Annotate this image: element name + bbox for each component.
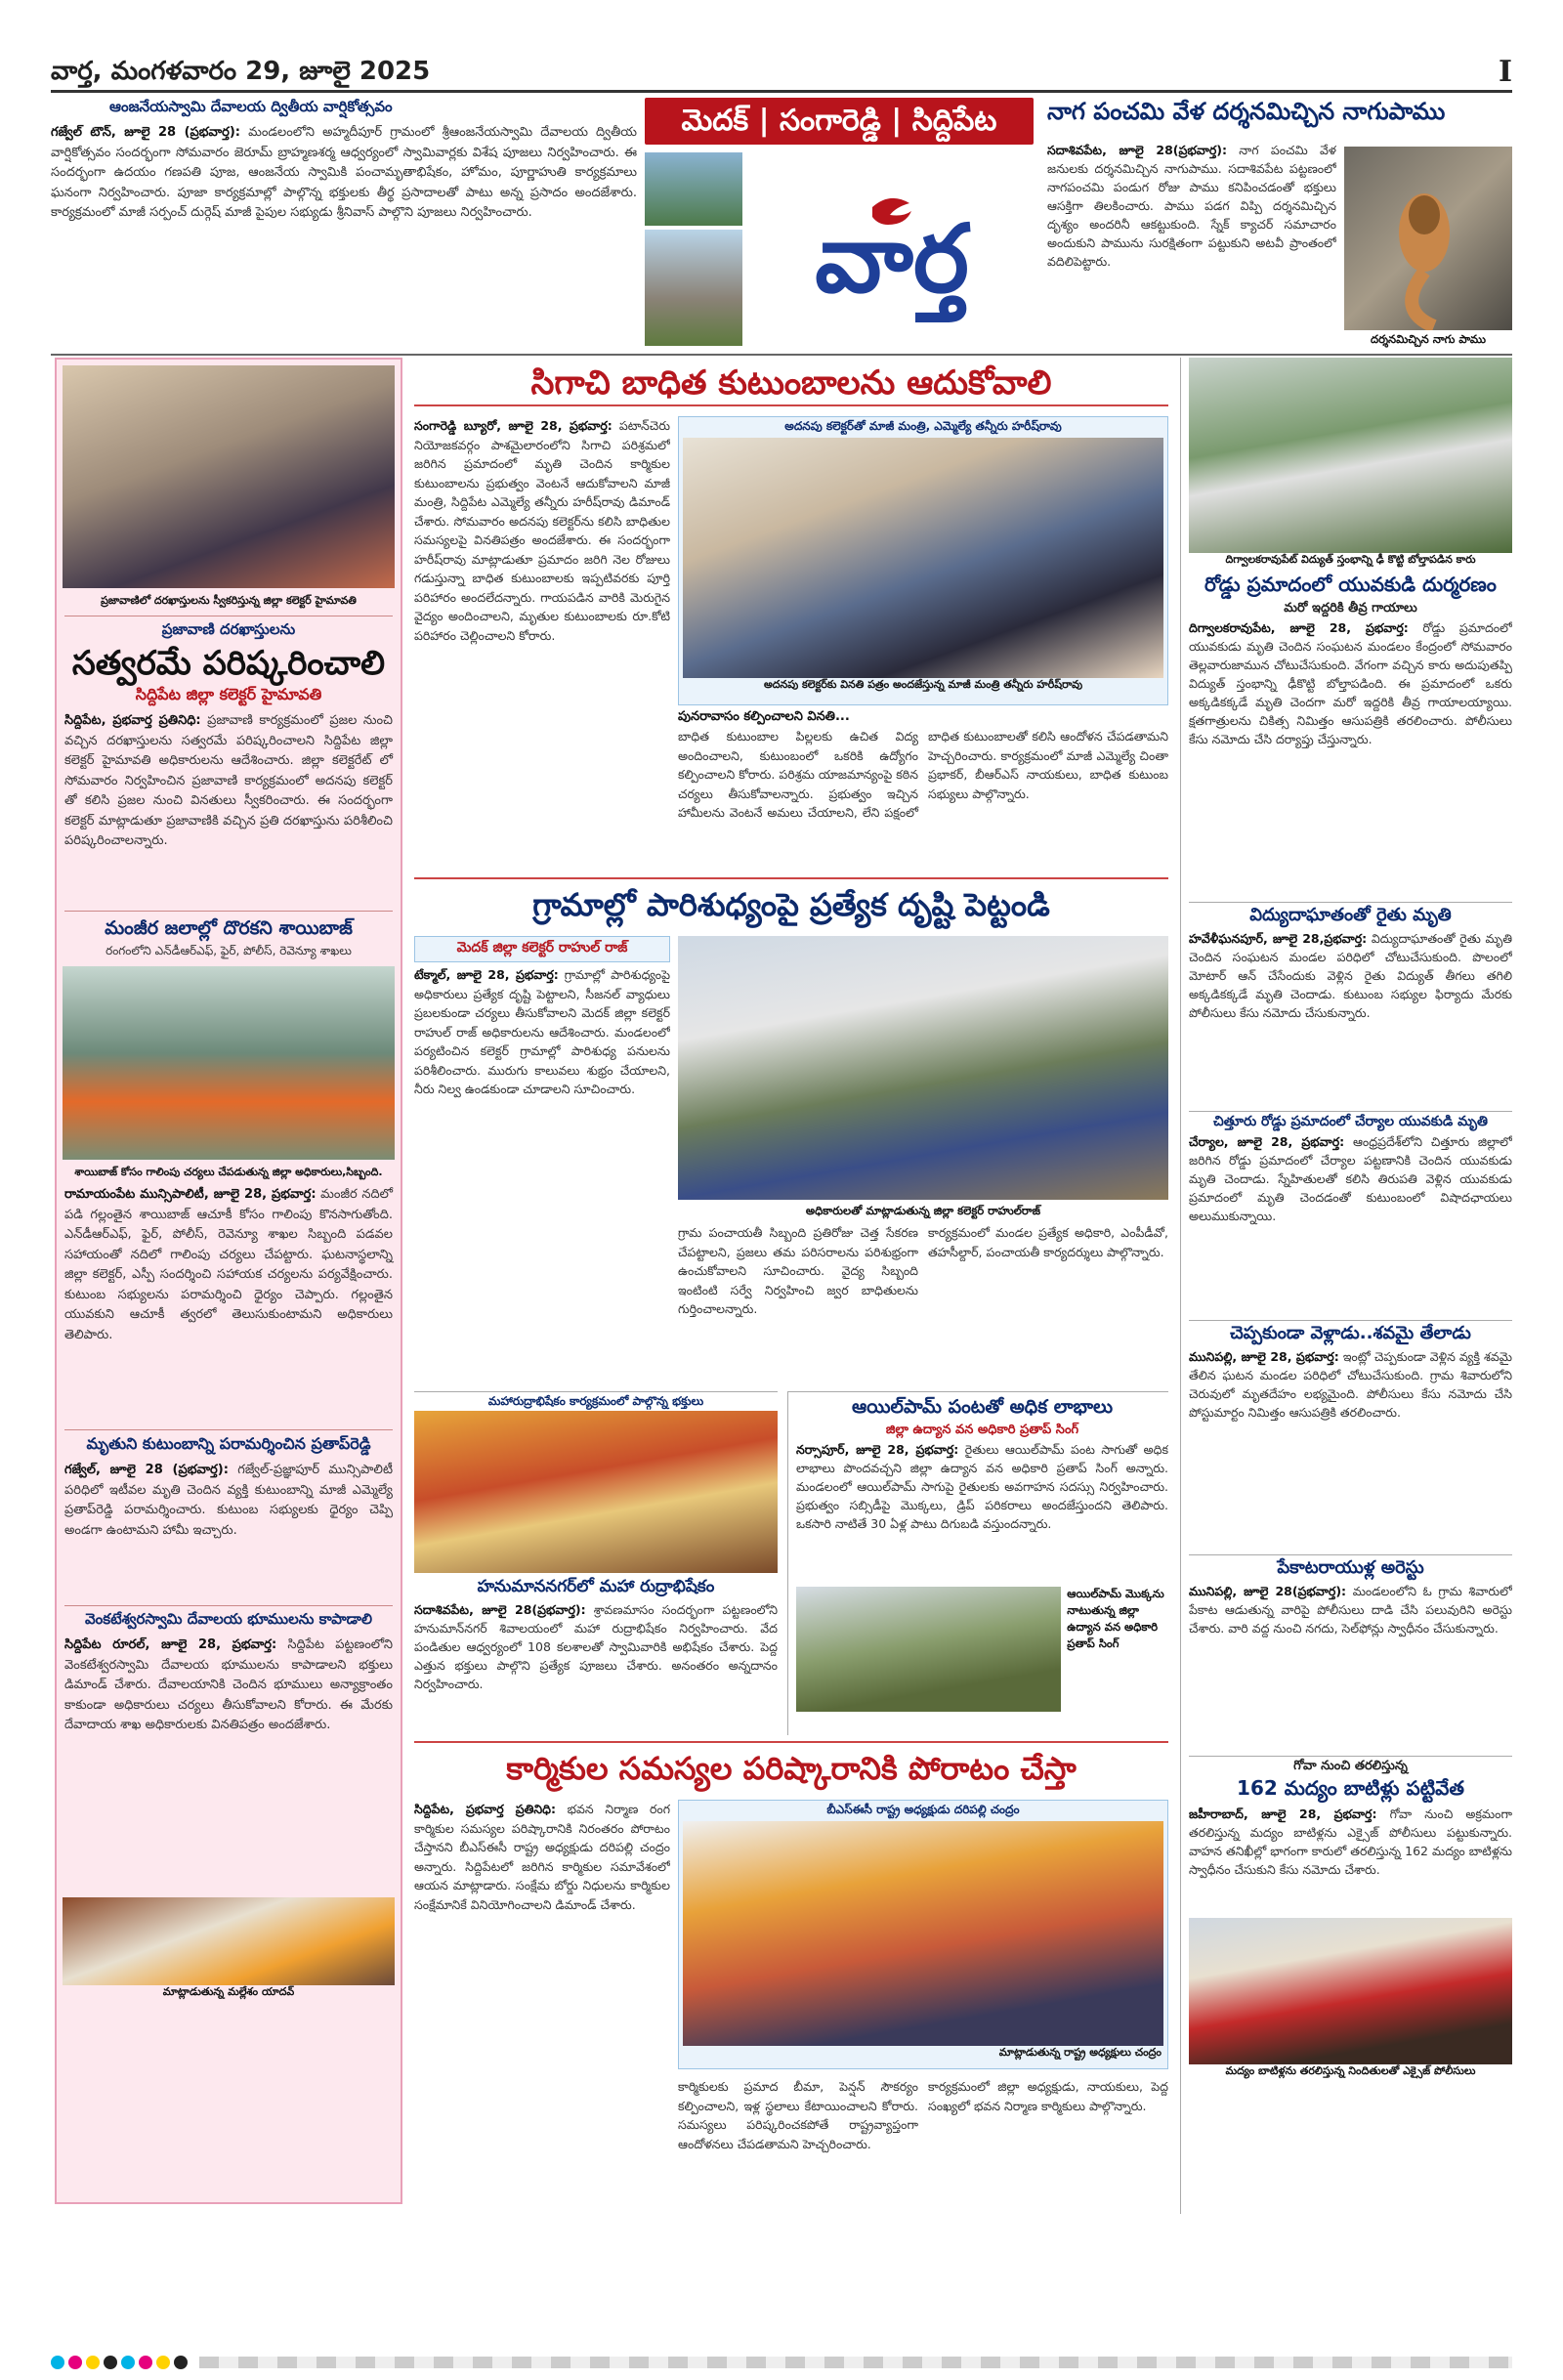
labour-dateline: సిద్దిపేట, ప్రభవార్త ప్రతినిధి: <box>414 1802 556 1816</box>
temple-land-body: సిద్దిపేట పట్టణంలోని వెంకటేశ్వరస్వామి దేవాలయ భూములను కాపాడాలని భక్తులు డిమాండ్ చేశారు. దేవాలయానికి చెందిన భూములు అన్యాక్రాంతం కాకుండా అధికారులు చర్యలు తీసుకోవాలని కోరారు. ఈ మేరకు దేవాదాయ శాఖ అధికారులకు వినతిపత్రం అందజేశారు. <box>64 1637 393 1732</box>
manjeera-body: మంజీర నదిలో పడి గల్లంతైన శాయిబాజ్ ఆచూకీ కోసం గాలింపు కొనసాగుతోంది. ఎన్‌డీఆర్‌ఎఫ్, ఫైర్, పోలీస్, రెవెన్యూ శాఖల సిబ్బంది పడవల సహాయంతో నదిలో గాలింపు చర్యలు చేపట్టారు. ఘటనాస్థలాన్ని జిల్లా కలెక్టర్, ఎస్పీ సందర్శించి సహాయక చర్యలను పర్యవేక్షించారు. కుటుంబ సభ్యులను పరామర్శించి ధైర్యం చెప్పారు. గల్లంతైన యువకుని ఆచూకీ త్వరలో తెలుసుకుంటామని అధికారులు తెలిపారు. <box>64 1187 393 1342</box>
story-anjaneya <box>51 98 637 350</box>
labour-body3: కార్యక్రమంలో జిల్లా అధ్యక్షుడు, నాయకులు, పెద్ద సంఖ్యలో భవన నిర్మాణ కార్మికులు పాల్గొన్నారు. <box>928 2079 1168 2113</box>
grey-scale-strip <box>199 2357 1512 2368</box>
labour-headline: కార్మికుల సమస్యల పరిష్కారానికి పోరాటం చేస్తా <box>506 1750 1077 1787</box>
print-registration-bar <box>51 2355 1512 2370</box>
liquor-kicker: గోవా నుంచి తరలిస్తున్న <box>1189 1756 1512 1776</box>
chittoor-body: ఆంధ్రప్రదేశ్‌లోని చిత్తూరు జిల్లాలో జరిగిన రోడ్డు ప్రమాదంలో చేర్యాల పట్టణానికి చెందిన యువకుడు మృతి చెందాడు. స్నేహితులతో కలిసి తిరుపతి వెళ్లిన యువకుడు ప్రమాదంలో మృతి చెందడంతో కుటుంబంలో విషాదఛాయలు అలుముకున్నాయి. <box>1189 1134 1512 1223</box>
manjeera-caption: శాయిబాజ్ కోసం గాలింపు చర్యలు చేపడుతున్న జిల్లా అధికారులు,సిబ్బంది. <box>74 1166 383 1178</box>
gamblers-body: మండలంలోని ఓ గ్రామ శివారులో పేకాట ఆడుతున్న వారిపై పోలీసులు దాడి చేసి పలువురిని అరెస్టు చేశారు. వారి వద్ద నుంచి నగదు, సెల్‌ఫోన్లు స్వాధీనం చేసుకున్నారు. <box>1189 1584 1512 1636</box>
photo-building <box>645 152 742 226</box>
liquor-headline: 162 మద్యం బాటిళ్లు పట్టివేత <box>1237 1776 1464 1800</box>
registration-dot <box>51 2356 64 2369</box>
rudra-body: శ్రావణమాసం సందర్భంగా పట్టణంలోని హనుమాన్‌నగర్ శివాలయంలో మహా రుద్రాభిషేకం నిర్వహించారు. వేద పండితుల ఆధ్వర్యంలో 108 కలశాలతో స్వామివారికి అభిషేకం చేశారు. పెద్ద ఎత్తున భక్తులు పాల్గొని ప్రత్యేక పూజలు చేశారు. అనంతరం అన్నదానం నిర్వహించారు. <box>414 1602 778 1691</box>
page-number: I <box>1498 55 1512 89</box>
lead-photo-box <box>678 416 1168 705</box>
prajavani-headline: సత్వరమే పరిష్కరించాలి <box>71 644 386 683</box>
snake-icon <box>1344 147 1512 330</box>
sanitation-body: గ్రామాల్లో పారిశుధ్యంపై అధికారులు ప్రత్యేక దృష్టి పెట్టాలని, సీజనల్ వ్యాధులు ప్రబలకుండా చర్యలు తీసుకోవాలని మెదక్ జిల్లా కలెక్టర్ రాహుల్ రాజ్ అధికారులను ఆదేశించారు. మండలంలో పర్యటించిన కలెక్టర్ గ్రామాల్లో పారిశుధ్య పనులను పరిశీలించారు. మురుగు కాలువలు శుభ్రం చేయాలని, నీరు నిల్వ ఉండకుండా చూడాలని సూచించారు. <box>414 967 670 1096</box>
story-dateline: సదాశివపేట, జూలై 28(ప్రభవార్త): <box>1047 143 1227 157</box>
labour-photo-title: బీఎస్‌ఈసీ రాష్ట్ర అధ్యక్షుడు దరిపల్లి చంద్రం <box>826 1803 1020 1816</box>
lead-body-right: బాధిత కుటుంబాల పిల్లలకు ఉచిత విద్య అందించాలని, కుటుంబంలో ఒకరికి ఉద్యోగం కల్పించాలని కోరారు. పరిశ్రమ యాజమాన్యంపై కఠిన చర్యలు తీసుకోవాలన్నారు. ప్రభుత్వం ఇచ్చిన హామీలను వెంటనే అమలు చేయాలని, లేని పక్షంలో బాధిత కుటుంబాలతో కలిసి ఆందోళన చేపడతామని హెచ్చరించారు. కార్యక్రమంలో మాజీ ఎమ్మెల్యే చింతా ప్రభాకర్, బీఆర్‌ఎస్ నాయకులు, బాధిత కుటుంబ సభ్యులు పాల్గొన్నారు. <box>678 729 1168 820</box>
temple-land-dateline: సిద్దిపేట రూరల్, జూలై 28, ప్రభవార్త: <box>64 1637 277 1652</box>
rudra-dateline: సదాశివపేట, జూలై 28(ప్రభవార్త): <box>414 1602 586 1617</box>
oilpalm-headline: ఆయిల్‌పామ్ పంటతో అధిక లాభాలు <box>851 1396 1114 1418</box>
registration-dot <box>174 2356 188 2369</box>
edition-logo-box <box>750 152 1034 346</box>
story-dateline: గజ్వేల్ టౌన్, జూలై 28 (ప్రభవార్త): <box>51 125 240 140</box>
prajavani-byline: సిద్దిపేట జిల్లా కలెక్టర్ హైమావతి <box>135 685 322 703</box>
accident-photo <box>1189 358 1512 553</box>
lead-dateline: సంగారెడ్డి బ్యూరో, జూలై 28, ప్రభవార్త: <box>414 418 613 433</box>
missing-dateline: మునిపల్లి, జూలై 28, ప్రభవార్త: <box>1189 1349 1339 1364</box>
labour-photo-box <box>678 1800 1168 2069</box>
registration-dot <box>68 2356 82 2369</box>
lead-headline: సిగాచి బాధిత కుటుంబాలను ఆదుకోవాలి <box>414 361 1168 406</box>
masthead-rule <box>51 90 1512 93</box>
story-snake <box>1047 98 1512 350</box>
manjeera-photo <box>63 966 395 1160</box>
liquor-dateline: జహీరాబాద్, జూలై 28, ప్రభవార్త: <box>1189 1806 1377 1821</box>
lead-story <box>414 361 1168 870</box>
section-rule <box>51 354 1512 356</box>
registration-dot <box>104 2356 117 2369</box>
rudra-story <box>414 1391 778 1735</box>
lead-body-left: పటాన్‌చెరు నియోజకవర్గం పాశమైలారంలోని సిగాచి పరిశ్రమలో జరిగిన ప్రమాదంలో మృతి చెందిన కార్మికుల కుటుంబాలను ప్రభుత్వం వెంటనే ఆదుకోవాలని మాజీ మంత్రి, సిద్దిపేట ఎమ్మెల్యే తన్నీరు హరీష్‌రావు డిమాండ్ చేశారు. సోమవారం అదనపు కలెక్టర్‌ను కలిసి బాధితుల సమస్యలపై వినతిపత్రం అందజేశారు. ఈ సందర్భంగా హరీష్‌రావు మాట్లాడుతూ ప్రమాదం జరిగి నెల రోజులు గడుస్తున్నా బాధిత కుటుంబాలకు ఇప్పటివరకు పూర్తి పరిహారం అందలేదన్నారు. గాయపడిన వారికి మెరుగైన వైద్యం అందించాలని, మృతుల కుటుంబాలకు రూ.కోటి పరిహారం చెల్లించాలని కోరారు. <box>414 418 670 643</box>
registration-dot <box>86 2356 100 2369</box>
accident-subhead: మరో ఇద్దరికి తీవ్ర గాయాలు <box>1284 601 1417 616</box>
condolence-headline: మృతుని కుటుంబాన్ని పరామర్శించిన ప్రతాప్‌రెడ్డి <box>64 1429 393 1457</box>
prajavani-kicker: ప్రజావాణి దరఖాస్తులను <box>64 616 393 642</box>
masthead-date: వార్త, మంగళవారం 29, జూలై 2025 <box>51 57 431 86</box>
lead-photo-title: అదనపు కలెక్టర్‌తో మాజీ మంత్రి, ఎమ్మెల్యే తన్నీరు హరీష్‌రావు <box>784 419 1062 433</box>
missing-headline: చెప్పకుండా వెళ్లాడు..శవమై తేలాడు <box>1189 1320 1512 1347</box>
color-dots <box>51 2356 191 2369</box>
sanitation-caption: అధికారులతో మాట్లాడుతున్న జిల్లా కలెక్టర్ రాహుల్‌రాజ్ <box>805 1204 1041 1217</box>
sanitation-body3: కార్యక్రమంలో మండల ప్రత్యేక అధికారి, ఎంపీడీవో, తహసీల్దార్, పంచాయతీ కార్యదర్శులు పాల్గొన్నారు. <box>928 1225 1168 1259</box>
story-headline: నాగ పంచమి వేళ దర్శనమిచ్చిన నాగుపాము <box>1047 98 1446 125</box>
story-body: నాగ పంచమి వేళ జనులకు దర్శనమిచ్చిన నాగుపాము. సదాశివపేట పట్టణంలో నాగపంచమి పండుగ రోజు పాము కనిపించడంతో భక్తులు ఆసక్తిగా తిలకించారు. పాము పడగ విప్పి దర్శనమిచ్చిన దృశ్యం అందరినీ ఆకట్టుకుంది. స్నేక్ క్యాచర్ సమాచారం అందుకుని పామును సురక్షితంగా పట్టుకుని అటవీ ప్రాంతంలో వదిలిపెట్టారు. <box>1047 143 1336 269</box>
registration-dot <box>156 2356 170 2369</box>
registration-dot <box>139 2356 152 2369</box>
lead-subhead: పునరావాసం కల్పించాలని వినతి... <box>678 709 850 724</box>
accident-caption: దిగ్వాలకరావుపేట్ విద్యుత్ స్తంభాన్ని ఢీ కొట్టి బోల్తాపడిన కారు <box>1225 553 1476 566</box>
oilpalm-body: రైతులు ఆయిల్‌పామ్ పంట సాగుతో అధిక లాభాలు పొందవచ్చని జిల్లా ఉద్యాన వన అధికారి ప్రతాప్ సింగ్ అన్నారు. మండలంలో ఆయిల్‌పామ్ సాగుపై రైతులకు అవగాహన సదస్సు నిర్వహించారు. ప్రభుత్వం సబ్సిడీపై మొక్కలు, డ్రిప్ పరికరాలు అందజేస్తుందని తెలిపారు. ఒకసారి నాటితే 30 ఏళ్ల పాటు దిగుబడి వస్తుందన్నారు. <box>796 1442 1168 1531</box>
oilpalm-dateline: నర్సాపూర్, జూలై 28, ప్రభవార్త: <box>796 1442 959 1457</box>
gamblers-dateline: మునిపల్లి, జూలై 28(ప్రభవార్త): <box>1189 1584 1347 1598</box>
manjeera-dateline: రామాయంపేట మున్సిపాలిటీ, జూలై 28, ప్రభవార్త: <box>64 1187 317 1202</box>
sanitation-byline: మెదక్ జిల్లా కలెక్టర్ రాహుల్ రాజ్ <box>414 936 670 962</box>
lead-photo <box>683 438 1163 678</box>
liquor-body: గోవా నుంచి అక్రమంగా తరలిస్తున్న మద్యం బాటిళ్లను ఎక్సైజ్ పోలీసులు పట్టుకున్నారు. వాహన తనిఖీల్లో భాగంగా కారులో తరలిస్తున్న 162 మద్యం బాటిళ్లను స్వాధీనం చేసుకుని కేసు నమోదు చేశారు. <box>1189 1806 1512 1877</box>
gamblers-headline: పేకాటరాయుళ్ల అరెస్టు <box>1189 1554 1512 1582</box>
chittoor-dateline: చేర్యాల, జూలై 28, ప్రభవార్త: <box>1189 1134 1345 1149</box>
labour-body: భవన నిర్మాణ రంగ కార్మికుల సమస్యల పరిష్కారానికి నిరంతరం పోరాటం చేస్తానని బీఎస్‌ఈసీ రాష్ట్ర అధ్యక్షుడు దరిపల్లి చంద్రం అన్నారు. సిద్దిపేటలో జరిగిన కార్మికుల సమావేశంలో ఆయన మాట్లాడారు. సంక్షేమ బోర్డు నిధులను కార్మికుల సంక్షేమానికే వినియోగించాలని డిమాండ్ చేశారు. <box>414 1802 670 1912</box>
sanitation-body2: గ్రామ పంచాయతీ సిబ్బంది ప్రతిరోజు చెత్త సేకరణ చేపట్టాలని, ప్రజలు తమ పరిసరాలను పరిశుభ్రంగా ఉంచుకోవాలని సూచించారు. వైద్య సిబ్బంది ఇంటింటి సర్వే నిర్వహించి జ్వర బాధితులను గుర్తించాలన్నారు. <box>678 1225 918 1316</box>
accident-dateline: దిగ్వాలకరావుపేట, జూలై 28, ప్రభవార్త: <box>1189 620 1409 635</box>
edition-photos <box>645 152 742 346</box>
rudra-photo <box>414 1411 778 1573</box>
oilpalm-story <box>787 1391 1168 1735</box>
prajavani-caption: ప్రజావాణిలో దరఖాస్తులను స్వీకరిస్తున్న జిల్లా కలెక్టర్ హైమావతి <box>101 594 357 607</box>
oilpalm-caption: ఆయిల్‌పామ్ మొక్కను నాటుతున్న జిల్లా ఉద్యాన వన అధికారి ప్రతాప్ సింగ్ <box>1067 1587 1164 1650</box>
prajavani-body: ప్రజావాణి కార్యక్రమంలో ప్రజల నుంచి వచ్చిన దరఖాస్తులను సత్వరమే పరిష్కరించాలని సిద్దిపేట జిల్లా కలెక్టర్ హైమావతి అధికారులను ఆదేశించారు. జిల్లా కలెక్టరేట్ లో సోమవారం నిర్వహించిన ప్రజావాణి కార్యక్రమంలో అదనపు కలెక్టర్ తో కలిసి ప్రజల నుంచి వినతులు స్వీకరించారు. ఈ సందర్భంగా కలెక్టర్ మాట్లాడుతూ ప్రజావాణికి వచ్చిన ప్రతి దరఖాస్తును పరిశీలించి పరిష్కరించాలన్నారు. <box>64 713 394 848</box>
manjeera-subhead: రంగంలోని ఎన్‌డీఆర్‌ఎఫ్, ఫైర్, పోలీస్, రెవెన్యూ శాఖలు <box>106 944 352 957</box>
prajavani-photo <box>63 365 395 588</box>
oilpalm-photo <box>796 1587 1061 1712</box>
edition-banner <box>645 98 1034 350</box>
labour-body2: కార్మికులకు ప్రమాద బీమా, పెన్షన్ సౌకర్యం కల్పించాలని, ఇళ్ల స్థలాలు కేటాయించాలని కోరారు. సమస్యలు పరిష్కరించకపోతే రాష్ట్రవ్యాప్తంగా ఆందోళనలు చేపడతామని హెచ్చరించారు. <box>678 2079 918 2151</box>
labour-caption: మాట్లాడుతున్న రాష్ట్ర అధ్యక్షులు చంద్రం <box>998 2046 1162 2059</box>
condolence-dateline: గజ్వేల్, జూలై 28 (ప్రభవార్త): <box>64 1463 229 1477</box>
snake-photo <box>1344 147 1512 330</box>
labour-photo <box>683 1821 1163 2046</box>
left-panel <box>55 358 402 2204</box>
electrocution-body: విద్యుదాఘాతంతో రైతు మృతి చెందిన సంఘటన మండల పరిధిలో చోటుచేసుకుంది. పొలంలో మోటార్ ఆన్ చేసేందుకు వెళ్లిన రైతు విద్యుత్ తీగలు తగిలి అక్కడికక్కడే మృతి చెందాడు. కుటుంబ సభ్యుల ఫిర్యాదు మేరకు పోలీసులు కేసు నమోదు చేసుకున్నారు. <box>1189 931 1512 1020</box>
snake-caption: దర్శనమిచ్చిన నాగు పాము <box>1370 332 1487 346</box>
liquor-caption: మద్యం బాటిళ్లను తరలిస్తున్న నిందితులతో ఎక్సైజ్ పోలీసులు <box>1225 2064 1476 2077</box>
sanitation-story <box>414 877 1168 1385</box>
oilpalm-byline: జిల్లా ఉద్యాన వన అధికారి ప్రతాప్ సింగ్ <box>885 1423 1079 1437</box>
electrocution-headline: విద్యుదాఘాతంతో రైతు మృతి <box>1189 902 1512 929</box>
story-kicker: ఆంజనేయస్వామి దేవాలయ ద్వితీయ వార్షికోత్సవం <box>109 98 393 115</box>
electrocution-dateline: హవేళీఘనపూర్, జూలై 28,ప్రభవార్త: <box>1189 931 1368 946</box>
sanitation-photo <box>678 936 1168 1200</box>
prajavani-dateline: సిద్దిపేట, ప్రభవార్త ప్రతినిధి: <box>64 713 201 728</box>
story-body: మండలంలోని అహ్మదీపూర్ గ్రామంలో శ్రీఆంజనేయస్వామి దేవాలయ ద్వితీయ వార్షికోత్సవం సందర్భంగా సోమవారం జెరూమ్ బ్రాహ్మణశర్మ ఆధ్వర్యంలో స్వామివార్లకు విశేష పూజలు నిర్వహించారు. ఈ సందర్భంగా ఉదయం గణపతి పూజ, ఆంజనేయ స్వామికి పంచామృతాభిషేకం, హోమం, పూర్ణాహుతి కార్యక్రమాలు ఘనంగా నిర్వహించారు. పూజా కార్యక్రమాల్లో పాల్గొన్న భక్తులకు తీర్థ ప్రసాదాలతో పాటు అన్న ప్రసాదం అందజేశారు. కార్యక్రమంలో మాజీ సర్పంచ్ దుర్గెష్ మాజీ పైపుల సభ్యుడు శ్రీనివాస్ పాల్గొని పూజలు నిర్వహించారు. <box>51 125 637 220</box>
photo-clocktower <box>645 230 742 346</box>
chittoor-headline: చిత్తూరు రోడ్డు ప్రమాదంలో చేర్యాల యువకుడి మృతి <box>1189 1111 1512 1132</box>
liquor-photo <box>1189 1918 1512 2064</box>
missing-body: ఇంట్లో చెప్పకుండా వెళ్లిన వ్యక్తి శవమై తేలిన ఘటన మండల పరిధిలో చోటుచేసుకుంది. గ్రామ శివారులోని చెరువులో మృతదేహం లభ్యమైంది. పోలీసులు కేసు నమోదు చేసి పోస్టుమార్టం నిమిత్తం ఆసుపత్రికి తరలించారు. <box>1189 1349 1512 1420</box>
registration-dot <box>121 2356 135 2369</box>
temple-land-headline: వెంకటేశ్వరస్వామి దేవాలయ భూములను కాపాడాలి <box>64 1605 393 1632</box>
sanitation-dateline: టేక్మాల్, జూలై 28, ప్రభవార్త: <box>414 967 559 982</box>
edition-logo: వార్త <box>815 204 969 314</box>
accident-body: రోడ్డు ప్రమాదంలో యువకుడు మృతి చెందిన సంఘటన మండలం కేంద్రంలో సోమవారం తెల్లవారుజామున చోటుచేసుకుంది. వేగంగా వచ్చిన కారు అదుపుతప్పి విద్యుత్ స్తంభాన్ని ఢీకొట్టి బోల్తాపడింది. ఈ ప్రమాదంలో ఒకరు అక్కడికక్కడే మృతి చెందగా మరో ఇద్దరికి తీవ్ర గాయాలయ్యాయి. క్షతగాత్రులను చికిత్స నిమిత్తం ఆసుపత్రికి తరలించారు. పోలీసులు కేసు నమోదు చేసి దర్యాప్తు చేస్తున్నారు. <box>1189 620 1512 746</box>
rudra-photo-title: మహారుద్రాభిషేకం కార్యక్రమంలో పాల్గొన్న భక్తులు <box>487 1394 704 1408</box>
condolence-body: గజ్వేల్-ప్రజ్ఞాపూర్ మున్సిపాలిటీ పరిధిలో ఇటీవల మృతి చెందిన వ్యక్తి కుటుంబాన్ని మాజీ ఎమ్మెల్యే ప్రతాప్‌రెడ్డి పరామర్శించారు. కుటుంబ సభ్యులకు ధైర్యం చెప్పి అండగా ఉంటామని హామీ ఇచ్చారు. <box>64 1463 393 1538</box>
sanitation-headline: గ్రామాల్లో పారిశుధ్యంపై ప్రత్యేక దృష్టి పెట్టండి <box>532 886 1050 923</box>
right-column <box>1180 358 1512 2214</box>
labour-story <box>414 1741 1168 2212</box>
temple-land-caption: మాట్లాడుతున్న మల్లేశం యాదవ్ <box>162 1985 295 1998</box>
lead-caption: అదనపు కలెక్టర్‌కు వినతి పత్రం అందజేస్తున్న మాజీ మంత్రి తన్నీరు హరీష్‌రావు <box>763 678 1083 691</box>
accident-headline: రోడ్డు ప్రమాదంలో యువకుడి దుర్మరణం <box>1204 573 1497 596</box>
manjeera-headline: మంజీర జలాల్లో దొరకని శాయిబాజ్ <box>64 911 393 944</box>
edition-districts: మెదక్ | సంగారెడ్డి | సిద్దిపేట <box>645 98 1034 145</box>
rudra-headline: హనుమాననగర్‌లో మహా రుద్రాభిషేకం <box>477 1577 715 1596</box>
temple-land-photo <box>63 1897 395 1985</box>
